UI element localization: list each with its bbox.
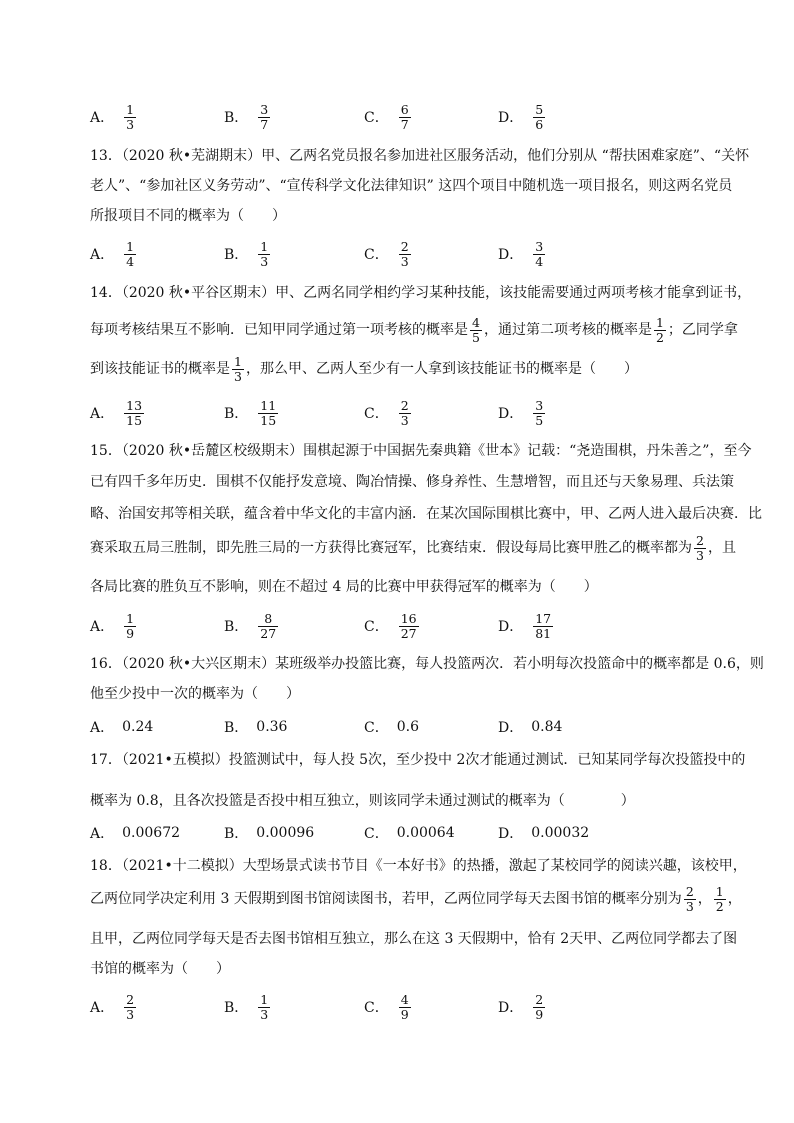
option-label: D． bbox=[498, 619, 524, 635]
option-label: D． bbox=[498, 720, 524, 736]
q18-line2-part1: 乙两位同学决定利用 3 天假期到图书馆阅读图书，若甲，乙两位同学每天去图书馆的概率分别为 bbox=[90, 891, 682, 907]
option-label: A． bbox=[90, 110, 115, 126]
option-value: 0.00096 bbox=[256, 825, 315, 841]
q18-option-a[interactable] bbox=[90, 989, 138, 1025]
q14-text-line3 bbox=[90, 351, 638, 387]
option-label: A． bbox=[90, 720, 115, 736]
q13-text-line1: 13．（2020 秋•芜湖期末）甲、乙两名党员报名参加进社区服务活动，他们分别从 “帮扶困难家庭”、“关怀 bbox=[90, 148, 750, 164]
option-label: D． bbox=[498, 1000, 524, 1016]
option-label: C． bbox=[364, 1000, 389, 1016]
q14-line3-part1: 到该技能证书的概率是 bbox=[90, 361, 230, 377]
q17-option-d[interactable] bbox=[498, 815, 589, 851]
q16-text-line1: 16．（2020 秋•大兴区期末）某班级举办投篮比赛，每人投篮两次．若小明每次投篮命中的概率都是 0.6，则 bbox=[90, 656, 764, 672]
option-label: B． bbox=[224, 826, 249, 842]
option-label: B． bbox=[224, 247, 249, 263]
fraction: $\frac{11}{15}$ bbox=[260, 397, 277, 428]
fraction: $\frac{1}{3}$ bbox=[260, 991, 269, 1022]
fraction: $\frac{1}{3}$ bbox=[234, 353, 242, 384]
q16-option-a[interactable] bbox=[90, 709, 153, 745]
fraction: $\frac{3}{5}$ bbox=[535, 397, 544, 428]
option-label: B． bbox=[224, 619, 249, 635]
q12-option-c[interactable] bbox=[364, 99, 413, 135]
q17-option-a[interactable] bbox=[90, 815, 180, 851]
fraction: $\frac{1}{2}$ bbox=[715, 883, 724, 914]
q13-option-d[interactable] bbox=[498, 236, 547, 272]
q13-option-b[interactable] bbox=[224, 236, 272, 272]
option-label: D． bbox=[498, 110, 524, 126]
q17-option-c[interactable] bbox=[364, 815, 455, 851]
q14-text-line2 bbox=[90, 312, 738, 348]
q18-options bbox=[90, 989, 730, 1025]
option-label: B． bbox=[224, 1000, 249, 1016]
q16-option-d[interactable] bbox=[498, 709, 562, 745]
q14-line2-part1: 每项考核结果互不影响．已知甲同学通过第一项考核的概率是 bbox=[90, 322, 468, 338]
option-label: C． bbox=[364, 406, 389, 422]
fraction: $\frac{13}{15}$ bbox=[126, 397, 143, 428]
option-label: D． bbox=[498, 826, 524, 842]
q15-option-b[interactable] bbox=[224, 608, 280, 644]
option-label: A． bbox=[90, 1000, 115, 1016]
q15-option-d[interactable] bbox=[498, 608, 555, 644]
fraction: $\frac{2}{3}$ bbox=[400, 397, 409, 428]
q16-option-c[interactable] bbox=[364, 709, 419, 745]
q16-text-line2: 他至少投中一次的概率为（ ） bbox=[90, 686, 300, 702]
option-value: 0.36 bbox=[256, 719, 288, 735]
q18-text-line3: 且甲，乙两位同学每天是否去图书馆相互独立，那么在这 3 天假期中，恰有 2天甲、乙两位同学都去了图 bbox=[90, 931, 738, 947]
q17-option-b[interactable] bbox=[224, 815, 314, 851]
fraction: $\frac{1}{4}$ bbox=[126, 238, 135, 269]
q14-line3-part2: ，那么甲、乙两人至少有一人拿到该技能证书的概率是（ ） bbox=[245, 361, 638, 377]
option-label: B． bbox=[224, 110, 249, 126]
q16-options bbox=[90, 709, 730, 745]
fraction: $\frac{6}{7}$ bbox=[400, 101, 409, 132]
option-label: B． bbox=[224, 720, 249, 736]
option-label: C． bbox=[364, 110, 389, 126]
q14-text-line1: 14．（2020 秋•平谷区期末）甲、乙两名同学相约学习某种技能，该技能需要通过两项考核才能拿到证书， bbox=[90, 285, 752, 301]
q15-text-line1: 15．（2020 秋•岳麓区校级期末）围棋起源于中国据先秦典籍《世本》记载：“尧造围棋，丹朱善之”，至今 bbox=[90, 443, 752, 459]
q15-text-line5: 各局比赛的胜负互不影响，则在不超过 4 局的比赛中甲获得冠军的概率为（ ） bbox=[90, 579, 598, 595]
option-value: 0.00672 bbox=[122, 825, 181, 841]
fraction: $\frac{4}{5}$ bbox=[472, 314, 480, 345]
q15-text-line4 bbox=[90, 530, 736, 566]
option-label: A． bbox=[90, 247, 115, 263]
option-label: C． bbox=[364, 619, 389, 635]
q15-text-line3: 略、治国安邦等相关联，蕴含着中华文化的丰富内涵．在某次国际围棋比赛中，甲、乙两人进入最后决赛．比 bbox=[90, 506, 762, 522]
q16-option-b[interactable] bbox=[224, 709, 287, 745]
fraction: $\frac{8}{27}$ bbox=[260, 610, 277, 641]
option-label: C． bbox=[364, 826, 389, 842]
q12-option-b[interactable] bbox=[224, 99, 272, 135]
option-value: 0.00032 bbox=[531, 825, 590, 841]
q18-line2-part2: ， bbox=[697, 891, 712, 907]
q14-option-a[interactable] bbox=[90, 395, 146, 431]
fraction: $\frac{2}{3}$ bbox=[696, 532, 704, 563]
q12-option-d[interactable] bbox=[498, 99, 547, 135]
q18-text-line1: 18．（2021•十二模拟）大型场景式读书节目《一本好书》的热播，激起了某校同学的阅读兴趣，该校甲， bbox=[90, 858, 747, 874]
option-label: D． bbox=[498, 247, 524, 263]
option-value: 0.00064 bbox=[396, 825, 455, 841]
fraction: $\frac{17}{81}$ bbox=[535, 610, 552, 641]
fraction: $\frac{3}{7}$ bbox=[260, 101, 269, 132]
q12-options bbox=[90, 99, 730, 135]
fraction: $\frac{2}{3}$ bbox=[685, 883, 694, 914]
fraction: $\frac{1}{3}$ bbox=[126, 101, 135, 132]
q15-option-a[interactable] bbox=[90, 608, 138, 644]
q18-option-b[interactable] bbox=[224, 989, 272, 1025]
q15-text-line2: 已有四千多年历史．围棋不仅能抒发意境、陶冶情操、修身养性、生慧增智，而且还与天象易理、兵法策 bbox=[90, 474, 734, 490]
fraction: $\frac{1}{9}$ bbox=[126, 610, 135, 641]
q18-text-line4: 书馆的概率为（ ） bbox=[90, 961, 230, 977]
q17-text-line1: 17．（2021•五模拟）投篮测试中，每人投 5次，至少投中 2次才能通过测试．已知某同学每次投篮投中的 bbox=[90, 752, 746, 768]
option-value: 0.84 bbox=[531, 719, 563, 735]
fraction: $\frac{16}{27}$ bbox=[400, 610, 417, 641]
q14-line2-part3: ；乙同学拿 bbox=[667, 322, 738, 338]
fraction: $\frac{2}{3}$ bbox=[126, 991, 135, 1022]
option-label: C． bbox=[364, 247, 389, 263]
option-label: A． bbox=[90, 619, 115, 635]
q14-option-d[interactable] bbox=[498, 395, 547, 431]
option-label: C． bbox=[364, 720, 389, 736]
q15-option-c[interactable] bbox=[364, 608, 421, 644]
q12-option-a[interactable] bbox=[90, 99, 138, 135]
q18-text-line2 bbox=[90, 881, 742, 917]
q15-options bbox=[90, 608, 730, 644]
fraction: $\frac{1}{2}$ bbox=[655, 314, 664, 345]
q17-options bbox=[90, 815, 730, 851]
option-value: 0.24 bbox=[122, 719, 154, 735]
option-label: A． bbox=[90, 406, 115, 422]
option-label: D． bbox=[498, 406, 524, 422]
q14-option-b[interactable] bbox=[224, 395, 280, 431]
q13-options bbox=[90, 236, 730, 272]
fraction: $\frac{1}{3}$ bbox=[260, 238, 269, 269]
option-label: A． bbox=[90, 826, 115, 842]
fraction: $\frac{5}{6}$ bbox=[535, 101, 544, 132]
q15-line4-part1: 赛采取五局三胜制，即先胜三局的一方获得比赛冠军，比赛结束．假设每局比赛甲胜乙的概率都为 bbox=[90, 540, 692, 556]
q14-option-c[interactable] bbox=[364, 395, 413, 431]
q18-line2-part3: ， bbox=[727, 891, 742, 907]
q18-option-c[interactable] bbox=[364, 989, 413, 1025]
fraction: $\frac{3}{4}$ bbox=[535, 238, 544, 269]
q13-text-line3: 所报项目不同的概率为（ ） bbox=[90, 208, 286, 224]
q14-options bbox=[90, 395, 730, 431]
q18-option-d[interactable] bbox=[498, 989, 547, 1025]
q13-option-a[interactable] bbox=[90, 236, 138, 272]
q13-text-line2: 老人”、“参加社区义务劳动”、“宣传科学文化法律知识” 这四个项目中随机选一项目报名，则这两名党员 bbox=[90, 178, 733, 194]
fraction: $\frac{2}{9}$ bbox=[535, 991, 544, 1022]
q17-text-line2: 概率为 0.8，且各次投篮是否投中相互独立，则该同学未通过测试的概率为（ ） bbox=[90, 793, 635, 809]
q14-line2-part2: ，通过第二项考核的概率是 bbox=[483, 322, 652, 338]
q13-option-c[interactable] bbox=[364, 236, 413, 272]
option-value: 0.6 bbox=[396, 719, 419, 735]
fraction: $\frac{4}{9}$ bbox=[400, 991, 409, 1022]
q15-line4-part2: ，且 bbox=[707, 540, 736, 556]
option-label: B． bbox=[224, 406, 249, 422]
fraction: $\frac{2}{3}$ bbox=[400, 238, 409, 269]
